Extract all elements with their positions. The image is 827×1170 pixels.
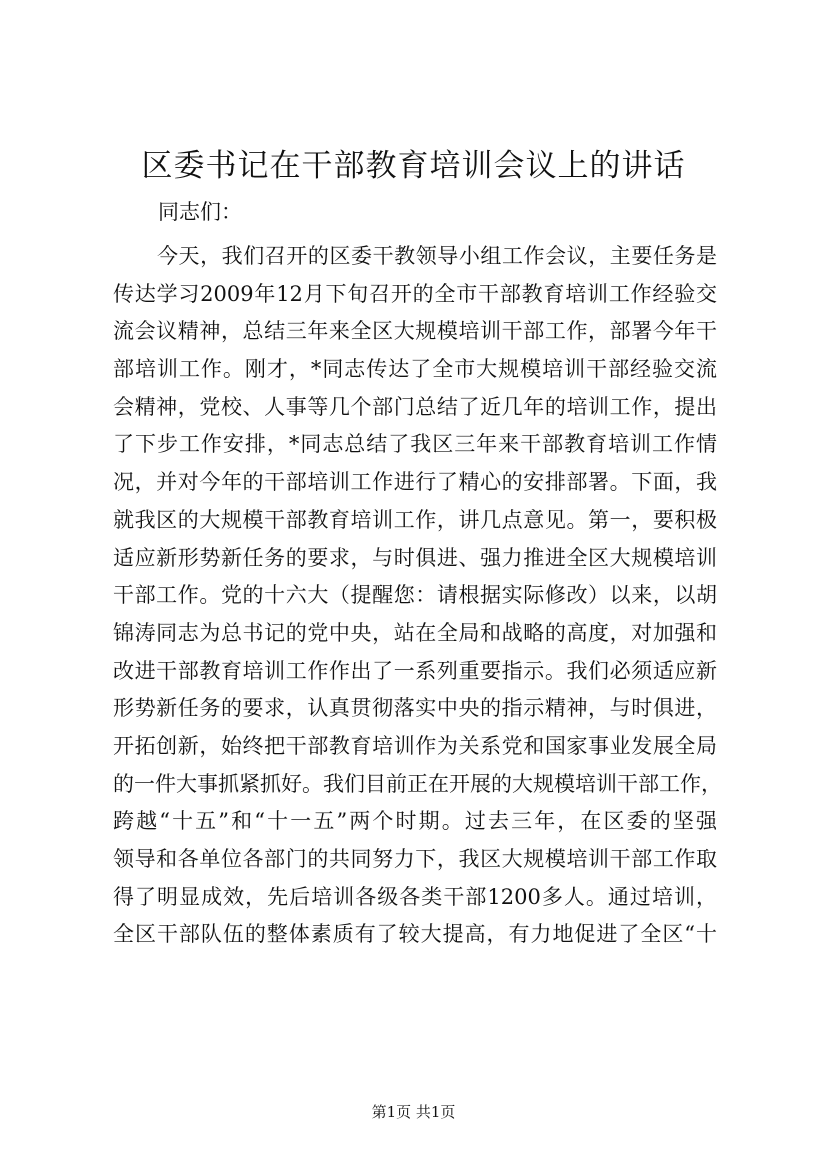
greeting-text: 同志们：	[158, 200, 242, 224]
body-line: 开拓创新，始终把干部教育培训作为关系党和国家事业发展全局	[113, 733, 717, 758]
page-footer: 第1页 共1页	[371, 1103, 456, 1121]
body-line: 锦涛同志为总书记的党中央，站在全局和战略的高度，对加强和	[113, 620, 717, 645]
body-line: 流会议精神，总结三年来全区大规模培训干部工作，部署今年干	[113, 319, 717, 344]
body-line: 传达学习2009年12月下旬召开的全市干部教育培训工作经验交	[113, 281, 717, 306]
body-line: 况，并对今年的干部培训工作进行了精心的安排部署。下面，我	[113, 470, 717, 495]
body-line: 的一件大事抓紧抓好。我们目前正在开展的大规模培训干部工作，	[113, 771, 722, 796]
body-line: 全区干部队伍的整体素质有了较大提高，有力地促进了全区“十	[113, 922, 717, 947]
body-line: 就我区的大规模干部教育培训工作，讲几点意见。第一，要积极	[113, 507, 717, 532]
body-line: 干部工作。党的十六大（提醒您：请根据实际修改）以来，以胡	[113, 583, 717, 608]
document-title: 区委书记在干部教育培训会议上的讲话	[141, 148, 686, 184]
body-line: 形势新任务的要求，认真贯彻落实中央的指示精神，与时俱进，	[113, 696, 717, 721]
body-line: 部培训工作。刚才，*同志传达了全市大规模培训干部经验交流	[113, 357, 717, 382]
body-line: 得了明显成效，先后培训各级各类干部1200多人。通过培训，	[113, 884, 717, 909]
body-line: 会精神，党校、人事等几个部门总结了近几年的培训工作，提出	[113, 394, 717, 419]
body-line: 今天，我们召开的区委干教领导小组工作会议，主要任务是	[157, 244, 717, 268]
body-line: 了下步工作安排，*同志总结了我区三年来干部教育培训工作情	[113, 432, 717, 457]
document-body	[113, 238, 722, 954]
body-line: 领导和各单位各部门的共同努力下，我区大规模培训干部工作取	[113, 847, 717, 871]
body-line: 跨越“十五”和“十一五”两个时期。过去三年，在区委的坚强	[113, 809, 717, 834]
body-line: 适应新形势新任务的要求，与时俱进、强力推进全区大规模培训	[113, 545, 717, 570]
body-line: 改进干部教育培训工作作出了一系列重要指示。我们必须适应新	[113, 658, 717, 683]
